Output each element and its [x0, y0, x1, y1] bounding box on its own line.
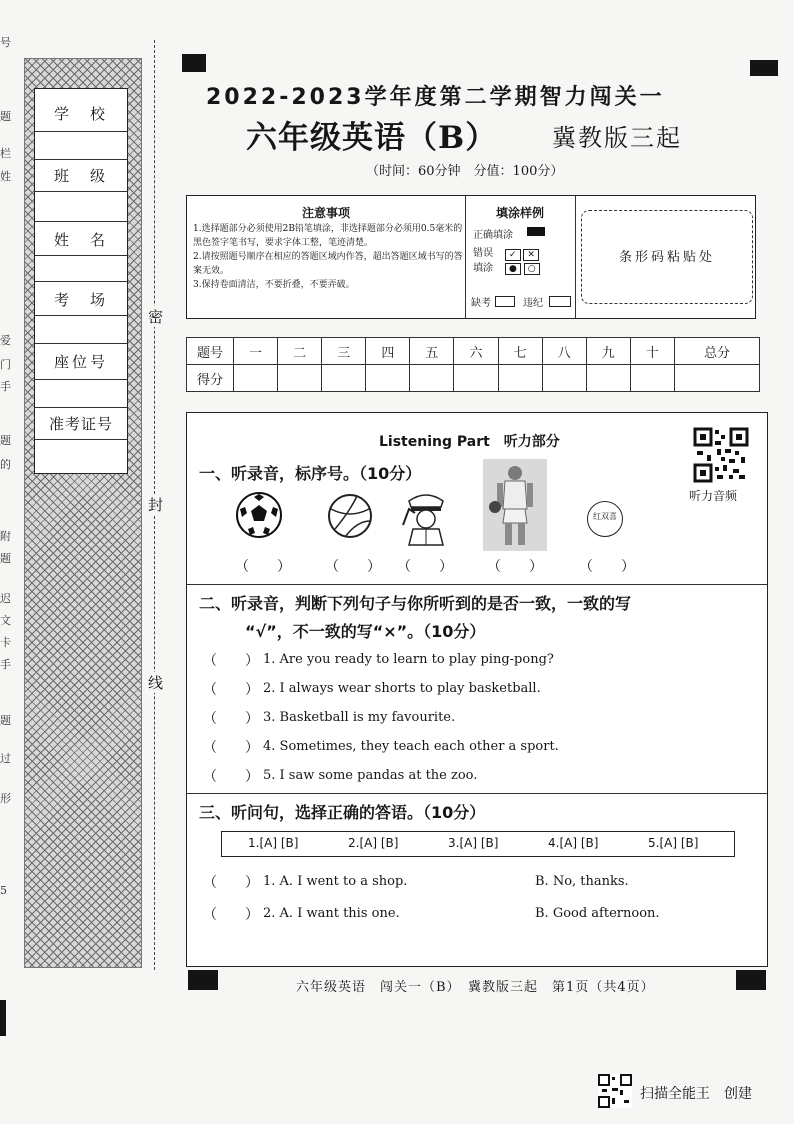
option-a: 2. A. I want this one.	[263, 906, 400, 921]
barcode-label: 条形码粘贴处	[618, 250, 715, 265]
time-score-info: （时间：60分钟 分值：100分）	[366, 164, 564, 179]
edition-label: 冀教版三起	[552, 124, 682, 152]
absent-label: 缺考	[471, 298, 491, 309]
answer-options-bar	[221, 831, 735, 857]
score-column-header: 十	[630, 338, 674, 365]
score-cell[interactable]	[454, 365, 498, 392]
answer-blank[interactable]: （ ）	[203, 875, 259, 891]
answer-blank[interactable]: （ ）	[203, 740, 259, 756]
ball-badge-label: 红双喜	[593, 512, 617, 521]
judge-item: 4. Sometimes, they teach each other a sport.	[263, 739, 559, 754]
score-cell[interactable]	[410, 365, 454, 392]
section-2-title-cont: “√”，不一致的写“×”。（10分）	[245, 622, 486, 641]
score-cell[interactable]	[278, 365, 322, 392]
basketball-icon	[327, 493, 373, 539]
answer-option[interactable]: 5.[A] [B]	[648, 836, 699, 850]
notice-list	[193, 222, 463, 292]
score-cell[interactable]	[366, 365, 410, 392]
scanner-qr-icon	[598, 1074, 632, 1108]
score-column-header: 总分	[674, 338, 759, 365]
seal-mark-feng: 封	[148, 496, 164, 514]
answer-blank[interactable]: （ ）	[203, 682, 259, 698]
answer-option[interactable]: 2.[A] [B]	[348, 836, 399, 850]
listening-title: Listening Part 听力部分	[379, 434, 560, 450]
answer-blank[interactable]: （ ）	[487, 559, 543, 575]
answer-blank[interactable]: （ ）	[325, 559, 381, 575]
answer-blank[interactable]: （ ）	[203, 769, 259, 785]
violation-label: 违纪	[523, 298, 543, 309]
registration-mark	[0, 1000, 6, 1036]
seal-mark-xian: 线	[148, 674, 164, 692]
score-cell[interactable]	[630, 365, 674, 392]
score-table	[186, 337, 760, 392]
seal-mark-mi: 密	[148, 308, 164, 326]
score-cell[interactable]	[586, 365, 630, 392]
registration-mark	[182, 54, 206, 72]
score-column-header: 四	[366, 338, 410, 365]
answer-blank[interactable]: （ ）	[579, 559, 635, 575]
score-column-header: 九	[586, 338, 630, 365]
registration-mark	[736, 970, 766, 990]
score-cell[interactable]	[322, 365, 366, 392]
score-row-label: 题号	[187, 338, 234, 365]
notice-title: 注意事项	[301, 206, 350, 220]
class-label: 班 级	[53, 167, 108, 185]
score-row-label: 得分	[187, 365, 234, 392]
score-column-header: 五	[410, 338, 454, 365]
option-a: 1. A. I went to a shop.	[263, 874, 408, 889]
score-cell[interactable]	[234, 365, 278, 392]
correct-fill-label: 正确填涂	[473, 230, 513, 241]
registration-mark	[188, 970, 218, 990]
judge-item: 2. I always wear shorts to play basketball.	[263, 681, 541, 696]
wrong-fill-samples: ✓ ✕ ● ○	[505, 248, 540, 276]
answer-blank[interactable]: （ ）	[203, 653, 259, 669]
student-info-box	[34, 88, 128, 474]
exam-room-label: 考 场	[53, 291, 108, 309]
answer-blank[interactable]: （ ）	[203, 711, 259, 727]
listening-section	[186, 412, 768, 967]
correct-fill-sample	[527, 227, 545, 236]
seat-number-label: 座位号	[53, 353, 108, 371]
scanner-watermark: 扫描全能王 创建	[640, 1086, 752, 1102]
score-column-header: 七	[498, 338, 542, 365]
exam-series-title: 2022-2023学年度第二学期智力闯关一	[206, 85, 665, 110]
notice-item: 1.选择题部分必须使用2B铅笔填涂，非选择题部分必须用0.5毫米的黑色签字笔书写，要求字体工整，笔迹清楚。	[193, 224, 463, 248]
answer-option[interactable]: 4.[A] [B]	[548, 836, 599, 850]
option-b: B. No, thanks.	[535, 874, 629, 889]
registration-mark	[750, 60, 778, 76]
basketball-player-photo	[483, 459, 547, 551]
notice-box	[186, 195, 756, 319]
page-footer: 六年级英语 闯关一（B） 冀教版三起 第1页（共4页）	[296, 980, 655, 995]
answer-option[interactable]: 3.[A] [B]	[448, 836, 499, 850]
score-cell[interactable]	[674, 365, 759, 392]
judge-item: 3. Basketball is my favourite.	[263, 710, 456, 725]
answer-blank[interactable]: （ ）	[203, 907, 259, 923]
section-2-title: 二、听录音，判断下列句子与你所听到的是否一致，一致的写	[199, 594, 632, 613]
wrong-fill-label: 错误填涂	[473, 248, 493, 274]
score-column-header: 六	[454, 338, 498, 365]
violation-box[interactable]	[549, 296, 571, 307]
page-title: 六年级英语（B）	[246, 120, 498, 156]
fill-sample-title: 填涂样例	[495, 206, 544, 220]
name-label: 姓 名	[53, 231, 108, 249]
notice-item: 2.请按照题号顺序在相应的答题区域内作答，超出答题区域书写的答案无效。	[193, 252, 463, 276]
judge-item: 5. I saw some pandas at the zoo.	[263, 768, 478, 783]
answer-blank[interactable]: （ ）	[235, 559, 291, 575]
answer-blank[interactable]: （ ）	[397, 559, 453, 575]
section-1-title: 一、听录音，标序号。（10分）	[199, 464, 422, 483]
admission-number-label: 准考证号	[48, 415, 113, 433]
school-label: 学 校	[53, 105, 108, 123]
score-cell[interactable]	[542, 365, 586, 392]
answer-option[interactable]: 1.[A] [B]	[248, 836, 299, 850]
score-cell[interactable]	[498, 365, 542, 392]
score-column-header: 三	[322, 338, 366, 365]
score-column-header: 一	[234, 338, 278, 365]
qr-code-icon	[693, 427, 749, 483]
soccer-ball-icon	[235, 491, 283, 539]
police-officer-icon	[395, 485, 457, 547]
section-3-title: 三、听问句，选择正确的答语。（10分）	[199, 803, 486, 822]
score-column-header: 八	[542, 338, 586, 365]
notice-item: 3.保持卷面清洁，不要折叠，不要弄破。	[193, 280, 355, 290]
judge-item: 1. Are you ready to learn to play ping-pong?	[263, 652, 554, 667]
score-column-header: 二	[278, 338, 322, 365]
option-b: B. Good afternoon.	[535, 906, 660, 921]
qr-label: 听力音频	[689, 489, 738, 503]
absent-box[interactable]	[495, 296, 515, 307]
